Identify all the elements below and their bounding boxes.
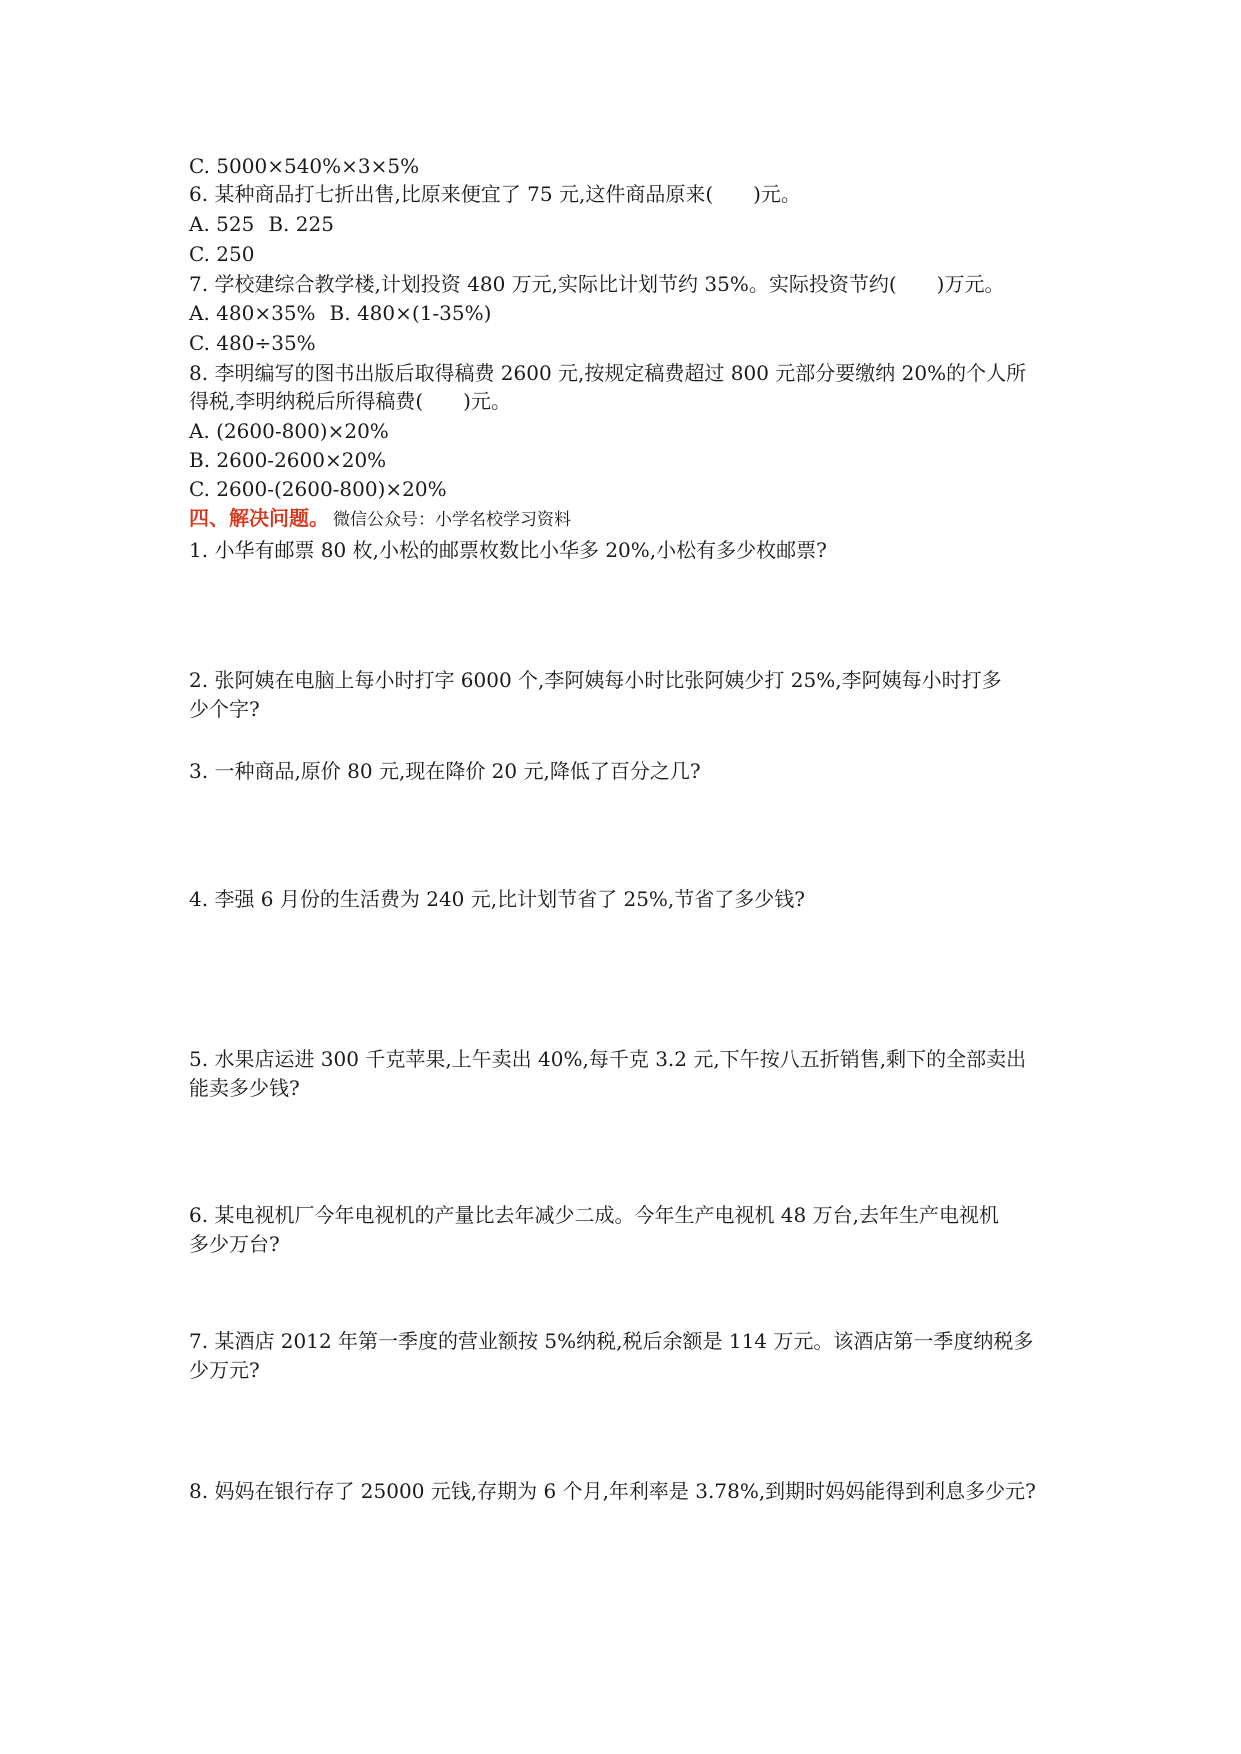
problem-2-line2: 少个字? — [189, 697, 260, 721]
problem-7-line2: 少万元? — [189, 1358, 260, 1382]
q6-option-c: C. 250 — [189, 242, 255, 266]
section-title: 四、解决问题。 — [189, 506, 329, 530]
problem-2-line1: 2. 张阿姨在电脑上每小时打字 6000 个,李阿姨每小时比张阿姨少打 25%,李阿姨每小时打多 — [189, 668, 1002, 692]
q6-option-a: A. 525 — [189, 212, 255, 236]
q8-option-a: A. (2600-800)×20% — [189, 419, 389, 443]
q5-option-c: C. 5000×540%×3×5% — [189, 154, 420, 178]
wechat-note: 微信公众号：小学名校学习资料 — [333, 510, 571, 530]
section-heading — [189, 504, 571, 534]
problem-6-line2: 多少万台? — [189, 1232, 280, 1256]
q7-option-b: B. 480×(1-35%) — [329, 301, 492, 325]
problem-3: 3. 一种商品,原价 80 元,现在降价 20 元,降低了百分之几? — [189, 759, 701, 783]
problem-7-line1: 7. 某酒店 2012 年第一季度的营业额按 5%纳税,税后余额是 114 万元。该酒店第一季度纳税多 — [189, 1329, 1034, 1353]
problem-5-line2: 能卖多少钱? — [189, 1076, 300, 1100]
q6-options-ab — [189, 210, 334, 238]
q7-stem: 7. 学校建综合教学楼,计划投资 480 万元,实际比计划节约 35%。实际投资节约( )万元。 — [189, 272, 1005, 296]
problem-5-line1: 5. 水果店运进 300 千克苹果,上午卖出 40%,每千克 3.2 元,下午按八五折销售,剩下的全部卖出 — [189, 1047, 1027, 1071]
q7-options-ab — [189, 299, 491, 327]
q8-stem-line1: 8. 李明编写的图书出版后取得稿费 2600 元,按规定稿费超过 800 元部分要缴纳 20%的个人所 — [189, 361, 1027, 385]
q8-option-b: B. 2600-2600×20% — [189, 448, 387, 472]
problem-1: 1. 小华有邮票 80 枚,小松的邮票枚数比小华多 20%,小松有多少枚邮票? — [189, 538, 827, 562]
problem-6-line1: 6. 某电视机厂今年电视机的产量比去年减少二成。今年生产电视机 48 万台,去年生产电视机 — [189, 1203, 999, 1227]
problem-8: 8. 妈妈在银行存了 25000 元钱,存期为 6 个月,年利率是 3.78%,到期时妈妈能得到利息多少元? — [189, 1479, 1036, 1503]
q8-stem-line2: 得税,李明纳税后所得稿费( )元。 — [189, 389, 511, 413]
q6-stem: 6. 某种商品打七折出售,比原来便宜了 75 元,这件商品原来( )元。 — [189, 182, 801, 206]
q7-option-a: A. 480×35% — [189, 301, 316, 325]
q7-option-c: C. 480÷35% — [189, 331, 316, 355]
q6-option-b: B. 225 — [268, 212, 334, 236]
problem-4: 4. 李强 6 月份的生活费为 240 元,比计划节省了 25%,节省了多少钱? — [189, 887, 806, 911]
q8-option-c: C. 2600-(2600-800)×20% — [189, 477, 447, 501]
